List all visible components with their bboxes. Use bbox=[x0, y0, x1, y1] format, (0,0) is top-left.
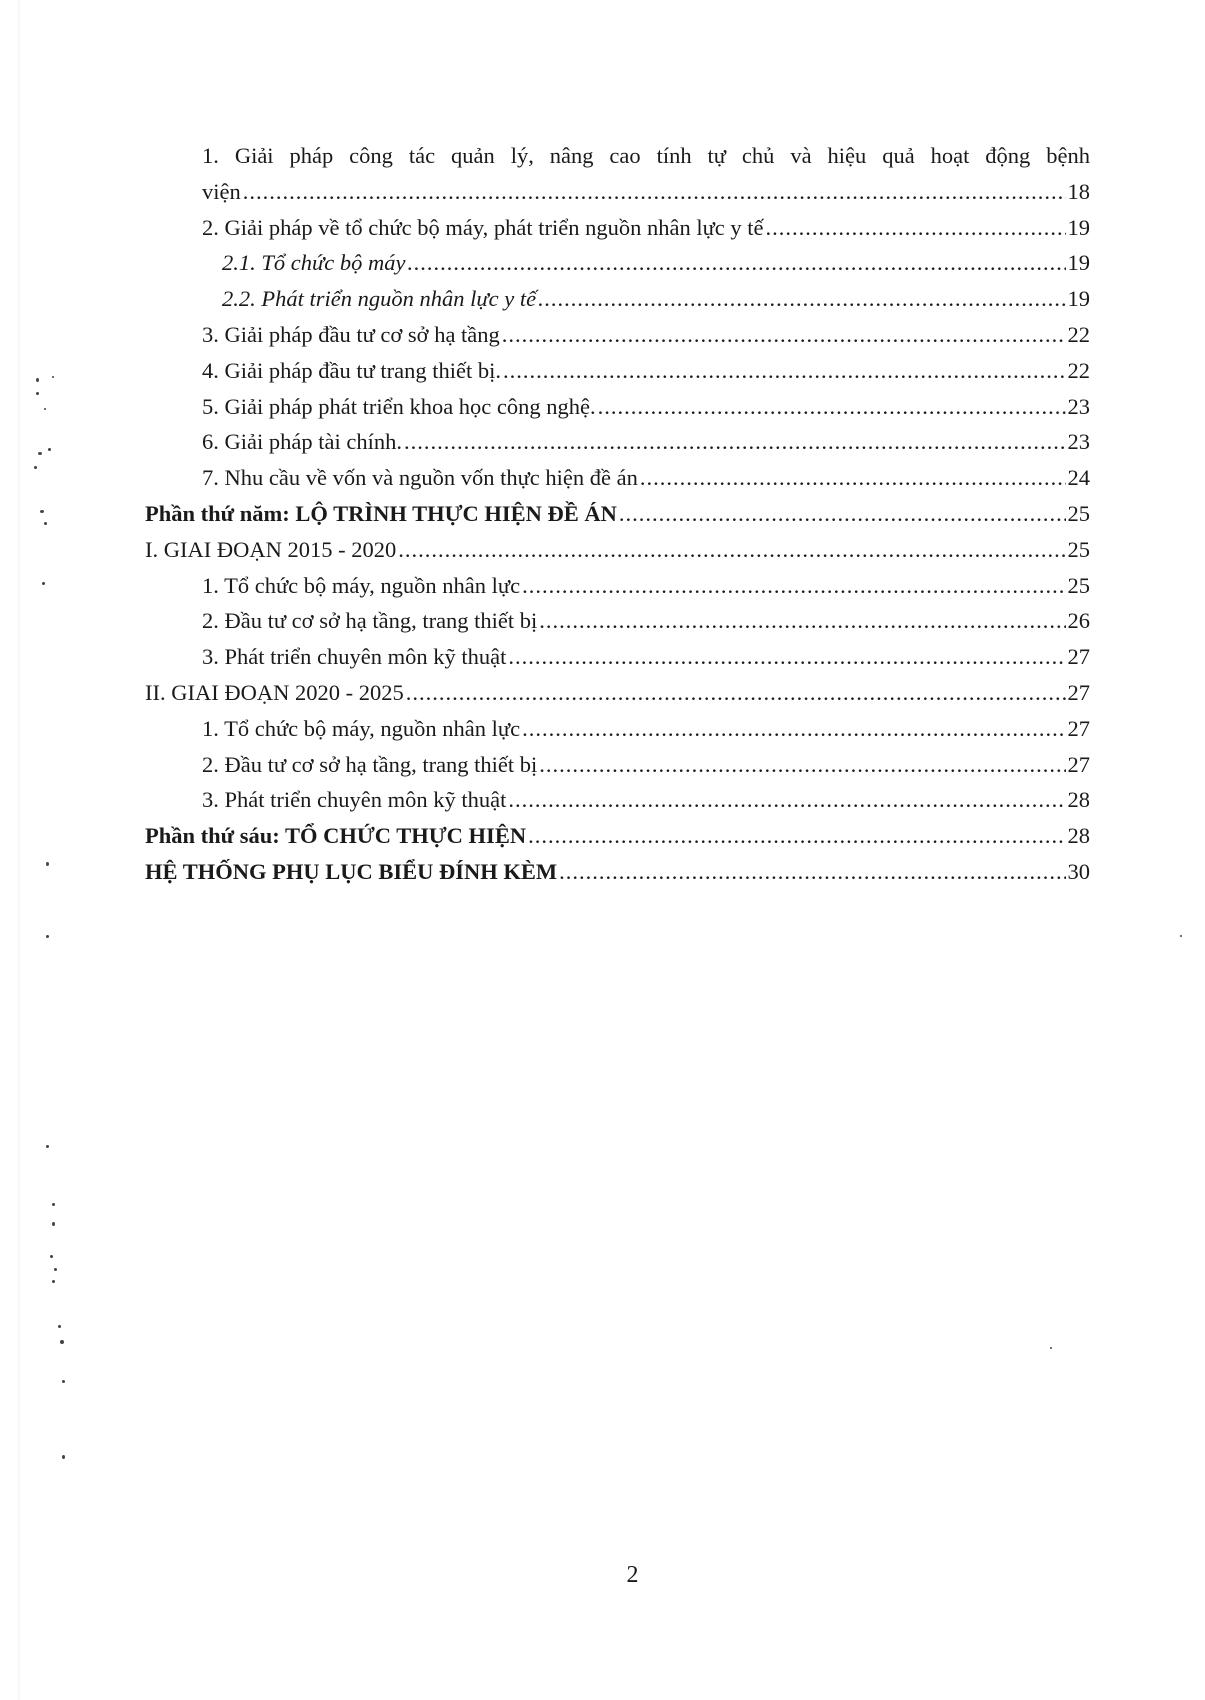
toc-page-number: 26 bbox=[1067, 608, 1090, 634]
scan-edge-shadow bbox=[18, 0, 21, 1700]
dot-leader bbox=[766, 210, 1066, 246]
dot-leader bbox=[619, 496, 1066, 532]
toc-entry bbox=[145, 424, 1090, 460]
toc-page-number: 23 bbox=[1067, 429, 1090, 455]
toc-entry bbox=[145, 210, 1090, 246]
toc-label: viện bbox=[202, 178, 241, 204]
toc-page-number: 18 bbox=[1067, 178, 1090, 204]
scan-speck bbox=[52, 1203, 55, 1206]
scan-speck bbox=[44, 522, 47, 525]
toc-page-number: 27 bbox=[1067, 715, 1090, 741]
dot-leader bbox=[406, 675, 1066, 711]
scan-speck bbox=[34, 466, 37, 469]
scan-speck bbox=[48, 448, 51, 451]
scan-speck bbox=[62, 1455, 65, 1459]
dot-leader bbox=[243, 174, 1066, 210]
toc-section-heading bbox=[145, 854, 1090, 890]
scan-speck bbox=[54, 1268, 57, 1271]
toc-page-number: 27 bbox=[1067, 751, 1090, 777]
toc-label: 1. Tổ chức bộ máy, nguồn nhân lực bbox=[202, 715, 521, 741]
toc-label: 2.1. Tổ chức bộ máy bbox=[222, 250, 406, 276]
scan-speck bbox=[60, 1340, 64, 1344]
toc-page-number: 19 bbox=[1067, 214, 1090, 240]
toc-entry bbox=[145, 281, 1090, 317]
toc-label: 2. Đầu tư cơ sở hạ tầng, trang thiết bị bbox=[202, 751, 538, 777]
toc-page-number: 28 bbox=[1067, 787, 1090, 813]
toc-label: 5. Giải pháp phát triển khoa học công nghệ. bbox=[202, 393, 596, 419]
toc-phase-heading bbox=[145, 675, 1090, 711]
toc-label: Phần thứ năm: LỘ TRÌNH THỰC HIỆN ĐỀ ÁN bbox=[145, 500, 617, 526]
dot-leader bbox=[528, 818, 1065, 854]
toc-label: 4. Giải pháp đầu tư trang thiết bị. bbox=[202, 357, 502, 383]
dot-leader bbox=[538, 281, 1065, 317]
toc-entry bbox=[145, 711, 1090, 747]
toc-section-heading bbox=[145, 496, 1090, 532]
scan-speck bbox=[44, 408, 46, 410]
dot-leader bbox=[559, 854, 1065, 890]
scan-speck bbox=[36, 378, 39, 382]
toc-page-number: 27 bbox=[1067, 644, 1090, 670]
toc-page-number: 24 bbox=[1067, 465, 1090, 491]
dot-leader bbox=[508, 782, 1065, 818]
scan-speck bbox=[42, 582, 45, 585]
dot-leader bbox=[408, 245, 1066, 281]
scan-speck bbox=[40, 510, 44, 513]
toc-page-number: 19 bbox=[1067, 250, 1090, 276]
dot-leader bbox=[503, 353, 1065, 389]
toc-label: 1. Tổ chức bộ máy, nguồn nhân lực bbox=[202, 572, 521, 598]
dot-leader bbox=[522, 568, 1065, 604]
toc-page-number: 22 bbox=[1067, 357, 1090, 383]
dot-leader bbox=[502, 317, 1066, 353]
dot-leader bbox=[539, 747, 1065, 783]
toc-label: 3. Giải pháp đầu tư cơ sở hạ tầng bbox=[202, 321, 500, 347]
scan-speck bbox=[36, 392, 39, 395]
toc-page-number: 28 bbox=[1067, 823, 1090, 849]
dot-leader bbox=[404, 424, 1066, 460]
page-number: 2 bbox=[626, 1562, 639, 1588]
scan-speck bbox=[46, 935, 49, 938]
toc-label: 3. Phát triển chuyên môn kỹ thuật bbox=[202, 644, 507, 670]
scan-speck bbox=[50, 1255, 53, 1258]
toc-label: 2. Giải pháp về tổ chức bộ máy, phát triển nguồn nhân lực y tế bbox=[202, 214, 764, 240]
dot-leader bbox=[539, 603, 1065, 639]
toc-entry-1-line2 bbox=[145, 174, 1090, 210]
scan-speck bbox=[38, 452, 42, 455]
toc-entry bbox=[145, 782, 1090, 818]
toc-label: 2.2. Phát triển nguồn nhân lực y tế bbox=[222, 286, 537, 312]
dot-leader bbox=[398, 532, 1065, 568]
toc-entry bbox=[145, 317, 1090, 353]
toc-entry bbox=[145, 603, 1090, 639]
toc-page-number: 19 bbox=[1067, 286, 1090, 312]
toc-entry-1-line1: 1. Giải pháp công tác quản lý, nâng cao tính tự chủ và hiệu quả hoạt động bệnh bbox=[202, 143, 1090, 168]
scan-speck bbox=[52, 1280, 55, 1283]
scan-speck bbox=[58, 1325, 61, 1328]
toc-page-number: 30 bbox=[1067, 858, 1090, 884]
toc-page-number: 22 bbox=[1067, 321, 1090, 347]
toc-entry bbox=[145, 639, 1090, 675]
scan-speck bbox=[46, 1145, 49, 1148]
scan-speck bbox=[1050, 1347, 1052, 1349]
toc-section-heading bbox=[145, 818, 1090, 854]
toc-entry bbox=[145, 353, 1090, 389]
scan-speck bbox=[46, 862, 49, 866]
scan-speck bbox=[52, 1222, 55, 1226]
toc-label: 3. Phát triển chuyên môn kỹ thuật bbox=[202, 787, 507, 813]
toc-page-number: 27 bbox=[1067, 679, 1090, 705]
toc-label: HỆ THỐNG PHỤ LỤC BIỂU ĐÍNH KÈM bbox=[145, 858, 558, 884]
toc-label: II. GIAI ĐOẠN 2020 - 2025 bbox=[145, 679, 404, 705]
toc-label: Phần thứ sáu: TỔ CHỨC THỰC HIỆN bbox=[145, 823, 527, 849]
toc-label: 2. Đầu tư cơ sở hạ tầng, trang thiết bị bbox=[202, 608, 538, 634]
toc-phase-heading bbox=[145, 532, 1090, 568]
toc-entry bbox=[145, 568, 1090, 604]
toc-entry bbox=[145, 747, 1090, 783]
toc-page-number: 25 bbox=[1067, 500, 1090, 526]
toc-entry bbox=[145, 460, 1090, 496]
table-of-contents bbox=[145, 138, 1090, 890]
toc-label: I. GIAI ĐOẠN 2015 - 2020 bbox=[145, 536, 397, 562]
toc-entry bbox=[145, 245, 1090, 281]
toc-page-number: 25 bbox=[1067, 536, 1090, 562]
dot-leader bbox=[522, 711, 1065, 747]
dot-leader bbox=[508, 639, 1065, 675]
scan-speck bbox=[62, 1380, 65, 1383]
dot-leader bbox=[598, 389, 1066, 425]
toc-label: 7. Nhu cầu về vốn và nguồn vốn thực hiện đề án bbox=[202, 465, 638, 491]
toc-label: 6. Giải pháp tài chính. bbox=[202, 429, 402, 455]
toc-entry bbox=[145, 389, 1090, 425]
scan-speck bbox=[1180, 935, 1182, 937]
dot-leader bbox=[640, 460, 1066, 496]
toc-page-number: 23 bbox=[1067, 393, 1090, 419]
toc-page-number: 25 bbox=[1067, 572, 1090, 598]
scan-speck bbox=[52, 376, 54, 378]
